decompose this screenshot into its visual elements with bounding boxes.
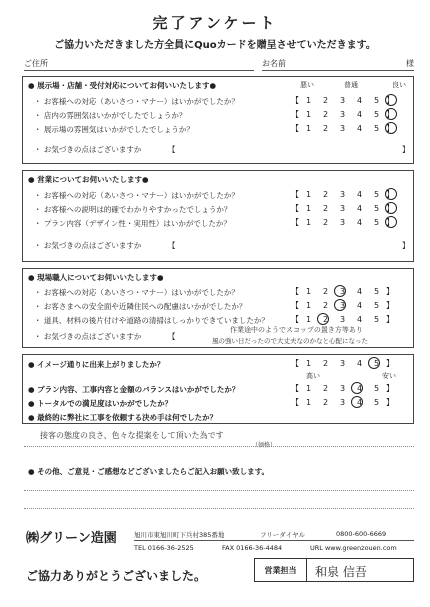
section3-q2: ・ お客さまへの安全面や近隣住民への配慮はいかがでしたか？	[34, 302, 247, 311]
section2-q3: ・ プラン内容（デザイン性・実用性）はいかがでしたか？	[34, 219, 231, 228]
address-label: ご住所	[24, 59, 48, 68]
comment-line[interactable]	[24, 490, 414, 491]
footer-divider	[134, 540, 414, 541]
rating-scale[interactable]: 【 1 2 3 4 5 】	[291, 218, 394, 227]
rating-scale[interactable]: 【 1 2 3 4 5 】	[291, 301, 394, 310]
selected-rating-circle[interactable]	[351, 396, 363, 408]
scale-high: 高い	[306, 372, 320, 380]
rating-scale[interactable]: 【 1 2 3 4 5 】	[291, 315, 394, 324]
section4-q3: ● トータルでの満足度はいかがでしたか？	[28, 399, 173, 408]
comment-bracket-close: 】	[402, 241, 410, 250]
selected-rating-circle[interactable]	[385, 94, 397, 106]
company-address: 旭川市東旭川町下兵村385番地	[134, 531, 225, 539]
selected-rating-circle[interactable]	[368, 357, 380, 369]
section3-q1: ・ お客様への対応（あいさつ・マナー）はいかがでしたか？	[34, 288, 239, 297]
sales-rep-label: 営業担当	[255, 559, 307, 581]
company-logo: ㈱グリーン造園	[26, 531, 117, 546]
selected-rating-circle[interactable]	[334, 299, 346, 311]
selected-rating-circle[interactable]	[385, 202, 397, 214]
thanks-message: ご協力ありがとうございました。	[26, 569, 207, 583]
scale-bad: 悪い	[300, 81, 314, 89]
comment-bracket-open: 【	[168, 241, 176, 250]
page-title: 完了アンケート	[152, 14, 278, 32]
freedial-label: フリーダイヤル	[260, 531, 306, 539]
rating-scale[interactable]: 【 1 2 3 4 5 】	[291, 96, 394, 105]
selected-rating-circle[interactable]	[351, 382, 363, 394]
section2-q2: ・ お客様への説明は的確でわかりやすかったでしょうか？	[34, 205, 232, 214]
selected-rating-circle[interactable]	[385, 216, 397, 228]
rating-scale[interactable]: 【 1 2 3 4 5 】	[291, 124, 394, 133]
sales-rep-name: 和泉 信吾	[315, 565, 367, 579]
selected-rating-circle[interactable]	[334, 285, 346, 297]
website-url: URL www.greenzouen.com	[310, 544, 397, 552]
handwritten-comment-line2: 風の強い日だったので大丈夫なのかなと心配になった	[212, 337, 368, 345]
honorific: 様	[406, 59, 414, 68]
section5-label: ● その他、ご意見・ご感想などございましたらご記入お願い致します。	[28, 467, 270, 476]
comment-bracket-close: 】	[402, 145, 410, 154]
intro-text: ご協力いただきました方全員にQuoカードを贈呈させていただきます。	[54, 40, 376, 51]
rating-scale[interactable]: 【 1 2 3 4 5 】	[291, 204, 394, 213]
name-line[interactable]	[262, 70, 414, 71]
selected-rating-circle[interactable]	[385, 108, 397, 120]
scale-good: 良い	[392, 81, 406, 89]
address-line[interactable]	[24, 70, 254, 71]
sales-rep-box	[254, 558, 414, 582]
section2-heading: ● 営業についてお伺いいたします●	[28, 175, 149, 184]
tel-number: TEL 0166-36-2525	[134, 544, 194, 552]
comment-line[interactable]	[24, 508, 414, 509]
section3-heading: ● 現場職人についてお伺いいたします●	[28, 273, 164, 282]
handwritten-reason-note: （価格）	[252, 442, 277, 449]
rating-scale[interactable]: 【 1 2 3 4 5 】	[291, 110, 394, 119]
selected-rating-circle[interactable]	[317, 313, 329, 325]
section1-q3: ・ 展示場の雰囲気はいかがでしたでしょうか？	[34, 125, 194, 134]
selected-rating-circle[interactable]	[385, 188, 397, 200]
section1-heading: ● 展示場・店舗・受付対応についてお伺いいたします●	[28, 81, 217, 90]
comment-bracket-open: 【	[168, 332, 176, 341]
section4-q1: ● イメージ通りに出来上がりましたか？	[28, 360, 165, 369]
section1-q1: ・ お客様への対応（あいさつ・マナー）はいかがでしたか？	[34, 97, 239, 106]
scale-normal: 普通	[344, 81, 358, 89]
rating-scale[interactable]: 【 1 2 3 4 5 】	[291, 398, 394, 407]
name-label: お名前	[262, 59, 286, 68]
freedial-number: 0800-600-6669	[336, 530, 387, 538]
handwritten-reason: 接客の態度の良さ、色々な提案をして頂いた為です	[40, 431, 224, 440]
rating-scale[interactable]: 【 1 2 3 4 5 】	[291, 384, 394, 393]
handwritten-comment-line1: 作業途中のようでスコップの置き方等あり	[230, 326, 363, 334]
section2-q1: ・ お客様への対応（あいさつ・マナー）はいかがでしたか？	[34, 191, 239, 200]
section2-comment-label: ・ お気づきの点はございますか	[34, 241, 142, 250]
comment-bracket-open: 【	[168, 145, 176, 154]
section4-q2: ● プラン内容、工事内容と金額のバランスはいかがでしたか？	[28, 385, 240, 394]
rating-scale[interactable]: 【 1 2 3 4 5 】	[291, 359, 394, 368]
section3-q3: ・ 道具、材料の後片付けや道路の清掃はしっかりできていましたか？	[34, 316, 269, 325]
selected-rating-circle[interactable]	[385, 122, 397, 134]
scale-cheap: 安い	[382, 372, 396, 380]
section1-q2: ・ 店内の雰囲気はいかがでしたでしょうか？	[34, 111, 187, 120]
rating-scale[interactable]: 【 1 2 3 4 5 】	[291, 287, 394, 296]
section4-q4: ● 最終的に弊社に工事を依頼する決め手は何でしたか？	[28, 413, 218, 422]
answer-line[interactable]	[24, 446, 414, 447]
section1-comment-label: ・ お気づきの点はございますか	[34, 145, 142, 154]
section3-comment-label: ・ お気づきの点はございますか	[34, 332, 142, 341]
fax-number: FAX 0166-36-4484	[222, 544, 283, 552]
rating-scale[interactable]: 【 1 2 3 4 5 】	[291, 190, 394, 199]
